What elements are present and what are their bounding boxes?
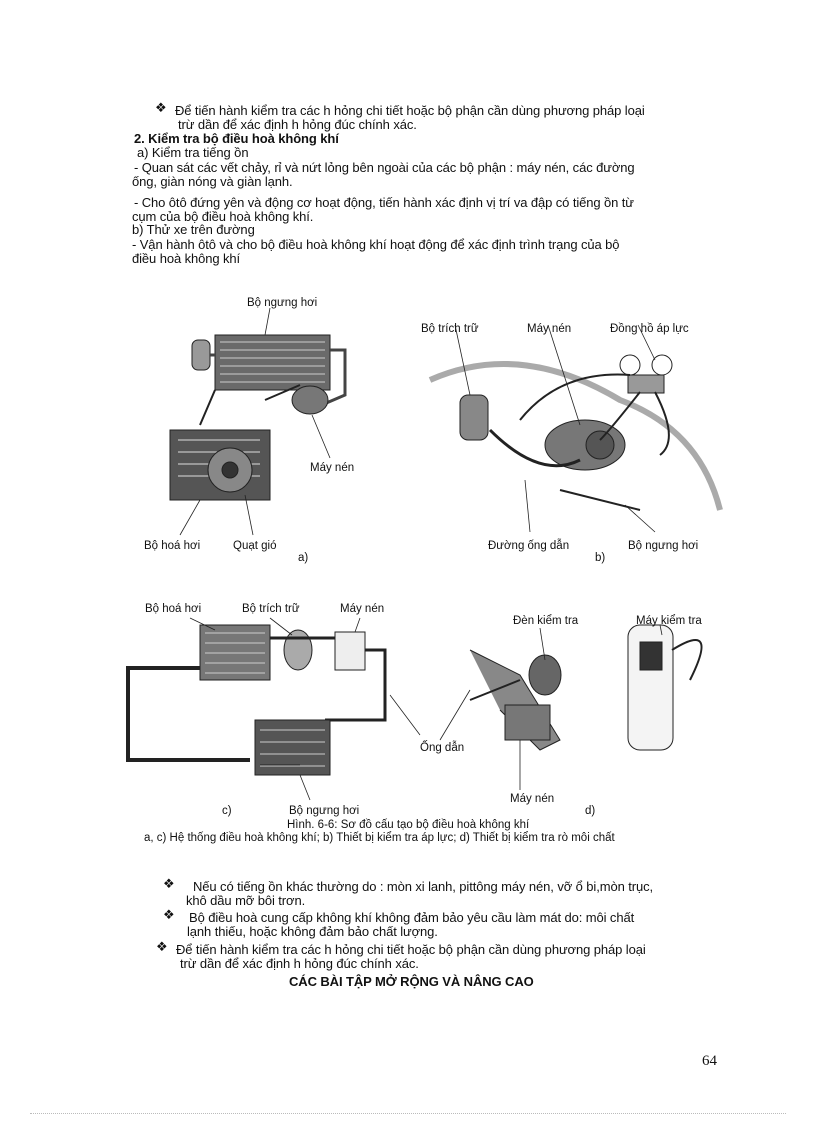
fig-c-label-receiver: Bộ trích trữ — [242, 603, 300, 615]
fig-b-label-gauge: Đồng hồ áp lực — [610, 323, 689, 335]
fig-a-label-compressor: Máy nén — [310, 462, 355, 474]
bullet-1-line2: khô dầu mỡ bôi trơn. — [186, 893, 306, 908]
fig-a-label-fan: Quạt gió — [233, 540, 277, 552]
fig-b-label-condenser: Bộ ngưng hơi — [628, 540, 699, 552]
top-bullet-line1: Để tiến hành kiểm tra các h hỏng chi tiết hoặc bộ phận cần dùng phương pháp loại — [175, 103, 645, 118]
figure-a-drawing — [170, 308, 345, 535]
para-a1-line2: ống, giàn nóng và giàn lạnh. — [132, 174, 293, 189]
fig-d-letter: d) — [585, 805, 596, 817]
fig-a-label-evaporator: Bộ hoá hơi — [144, 540, 201, 552]
fig-c-label-compressor: Máy nén — [340, 603, 385, 615]
figure-b-drawing — [430, 325, 720, 532]
section-footer-heading: CÁC BÀI TẬP MỞ RỘNG VÀ NÂNG CAO — [289, 974, 534, 989]
bullet-icon: ❖ — [156, 939, 168, 954]
fig-a-label-condenser: Bộ ngưng hơi — [247, 297, 318, 309]
bullet-3-line1: Để tiến hành kiểm tra các h hỏng chi tiết hoặc bộ phận cần dùng phương pháp loại — [176, 942, 646, 957]
fig-c-label-evaporator: Bộ hoá hơi — [145, 603, 202, 615]
fig-b-label-pipe: Đường ống dẫn — [488, 540, 570, 552]
para-a2-line2: cụm của bộ điều hoà không khí. — [132, 209, 314, 224]
top-bullet-line2: trừ dần để xác định h hỏng đúc chính xác. — [178, 117, 417, 132]
sub-heading-a: a) Kiểm tra tiếng ồn — [137, 145, 249, 160]
fig-b-letter: b) — [595, 552, 606, 564]
bullet-3-line2: trừ dần để xác định h hỏng đúc chính xác. — [180, 956, 419, 971]
bullet-2-line1: Bộ điều hoà cung cấp không khí không đảm bảo yêu cầu làm mát do: môi chất — [189, 910, 635, 925]
fig-b-label-receiver: Bộ trích trữ — [421, 323, 479, 335]
bullet-2-line2: lạnh thiếu, hoặc không đảm bảo chất lượng. — [187, 924, 438, 939]
fig-c-label-condenser: Bộ ngưng hơi — [289, 805, 360, 817]
figure-c-drawing — [128, 618, 470, 800]
fig-d-label-tester: Máy kiểm tra — [636, 615, 702, 627]
section-heading: 2. Kiểm tra bộ điều hoà không khí — [134, 131, 339, 146]
bullet-icon: ❖ — [163, 876, 175, 891]
page-number: 64 — [702, 1053, 717, 1069]
figure-caption-title: Hình. 6-6: Sơ đồ cấu tạo bộ điều hoà không khí — [287, 819, 530, 831]
sub-heading-b: b) Thử xe trên đường — [132, 222, 255, 237]
fig-d-label-compressor: Máy nén — [510, 793, 555, 805]
para-b1-line2: điều hoà không khí — [132, 251, 241, 266]
figure-d-drawing — [470, 625, 702, 790]
fig-c-letter: c) — [222, 805, 232, 817]
fig-a-letter: a) — [298, 552, 309, 564]
fig-d-label-lamp: Đèn kiểm tra — [513, 615, 579, 627]
bullet-icon: ❖ — [163, 907, 175, 922]
para-b1-line1: - Vận hành ôtô và cho bộ điều hoà không khí hoạt động để xác định trình trạng của bộ — [132, 237, 620, 252]
fig-c-label-pipe: Ống dẫn — [420, 742, 465, 754]
fig-b-label-compressor: Máy nén — [527, 323, 572, 335]
para-a1-line1: - Quan sát các vết chảy, rỉ và nứt lỏng bên ngoài của các bộ phận : máy nén, các đường — [134, 160, 635, 175]
footer-divider — [30, 1113, 786, 1114]
bullet-1-line1: Nếu có tiếng ồn khác thường do : mòn xi lanh, pittông máy nén, vỡ ổ bi,mòn trục, — [193, 879, 654, 894]
para-a2-line1: - Cho ôtô đứng yên và động cơ hoạt động, tiến hành xác định vị trí va đập có tiếng ồn từ — [134, 195, 634, 210]
bullet-icon: ❖ — [155, 100, 167, 115]
figure-illustrations — [0, 280, 816, 840]
figure-caption-detail: a, c) Hệ thống điều hoà không khí; b) Thiết bị kiểm tra áp lực; d) Thiết bị kiểm tra rò môi chất — [144, 832, 615, 844]
